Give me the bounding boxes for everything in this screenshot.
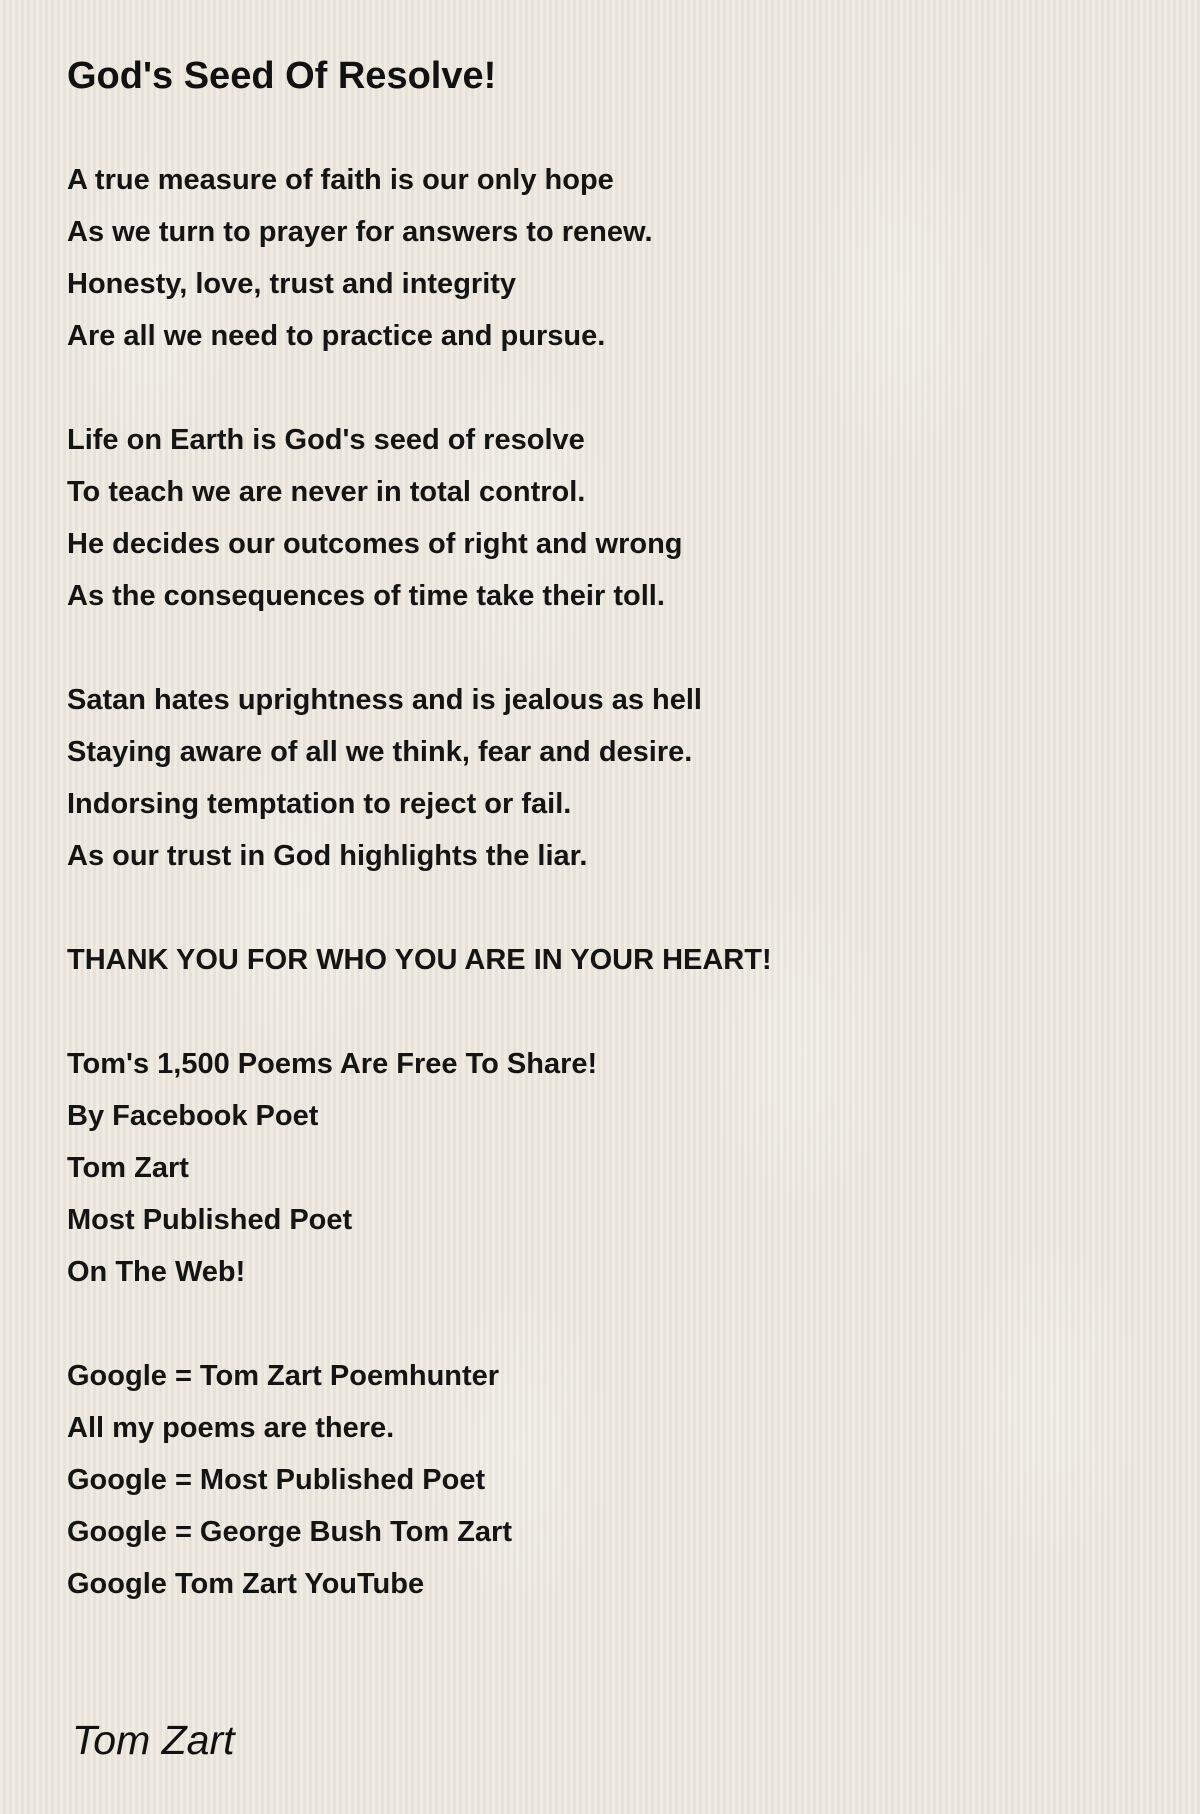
poem-line: Google = Most Published Poet xyxy=(67,1464,486,1496)
poem-line: THANK YOU FOR WHO YOU ARE IN YOUR HEART! xyxy=(67,944,772,976)
poem-line: By Facebook Poet xyxy=(67,1100,319,1132)
stanza-3 xyxy=(67,674,1147,882)
stanza-4 xyxy=(67,934,1147,986)
stanza-2 xyxy=(67,414,1147,622)
poem-line: Tom Zart xyxy=(67,1152,189,1184)
stanza-5 xyxy=(67,1038,1147,1298)
poem-title: God's Seed Of Resolve! xyxy=(67,55,497,97)
poem-line: He decides our outcomes of right and wrong xyxy=(67,528,683,560)
poem-line: Tom's 1,500 Poems Are Free To Share! xyxy=(67,1048,598,1080)
poem-line: Satan hates uprightness and is jealous as hell xyxy=(67,684,702,716)
poem-line: Life on Earth is God's seed of resolve xyxy=(67,424,585,456)
poem-line: A true measure of faith is our only hope xyxy=(67,164,614,196)
poem-line: Google = Tom Zart Poemhunter xyxy=(67,1360,500,1392)
poem-line: As the consequences of time take their toll. xyxy=(67,580,665,612)
stanza-6 xyxy=(67,1350,1147,1610)
poem-line: All my poems are there. xyxy=(67,1412,395,1444)
poem-line: As we turn to prayer for answers to renew. xyxy=(67,216,653,248)
poem-line: To teach we are never in total control. xyxy=(67,476,586,508)
poem-line: Are all we need to practice and pursue. xyxy=(67,320,606,352)
poem-line: Honesty, love, trust and integrity xyxy=(67,268,517,300)
poem-line: Google = George Bush Tom Zart xyxy=(67,1516,512,1548)
poem-line: Staying aware of all we think, fear and desire. xyxy=(67,736,693,768)
poem-line: As our trust in God highlights the liar. xyxy=(67,840,588,872)
poem-line: On The Web! xyxy=(67,1256,246,1288)
poem-line: Google Tom Zart YouTube xyxy=(67,1568,425,1600)
stanza-1 xyxy=(67,154,1147,362)
poem-author: Tom Zart xyxy=(72,1717,235,1763)
poem-line: Most Published Poet xyxy=(67,1204,353,1236)
poem-body xyxy=(67,154,1147,1662)
poem-line: Indorsing temptation to reject or fail. xyxy=(67,788,572,820)
